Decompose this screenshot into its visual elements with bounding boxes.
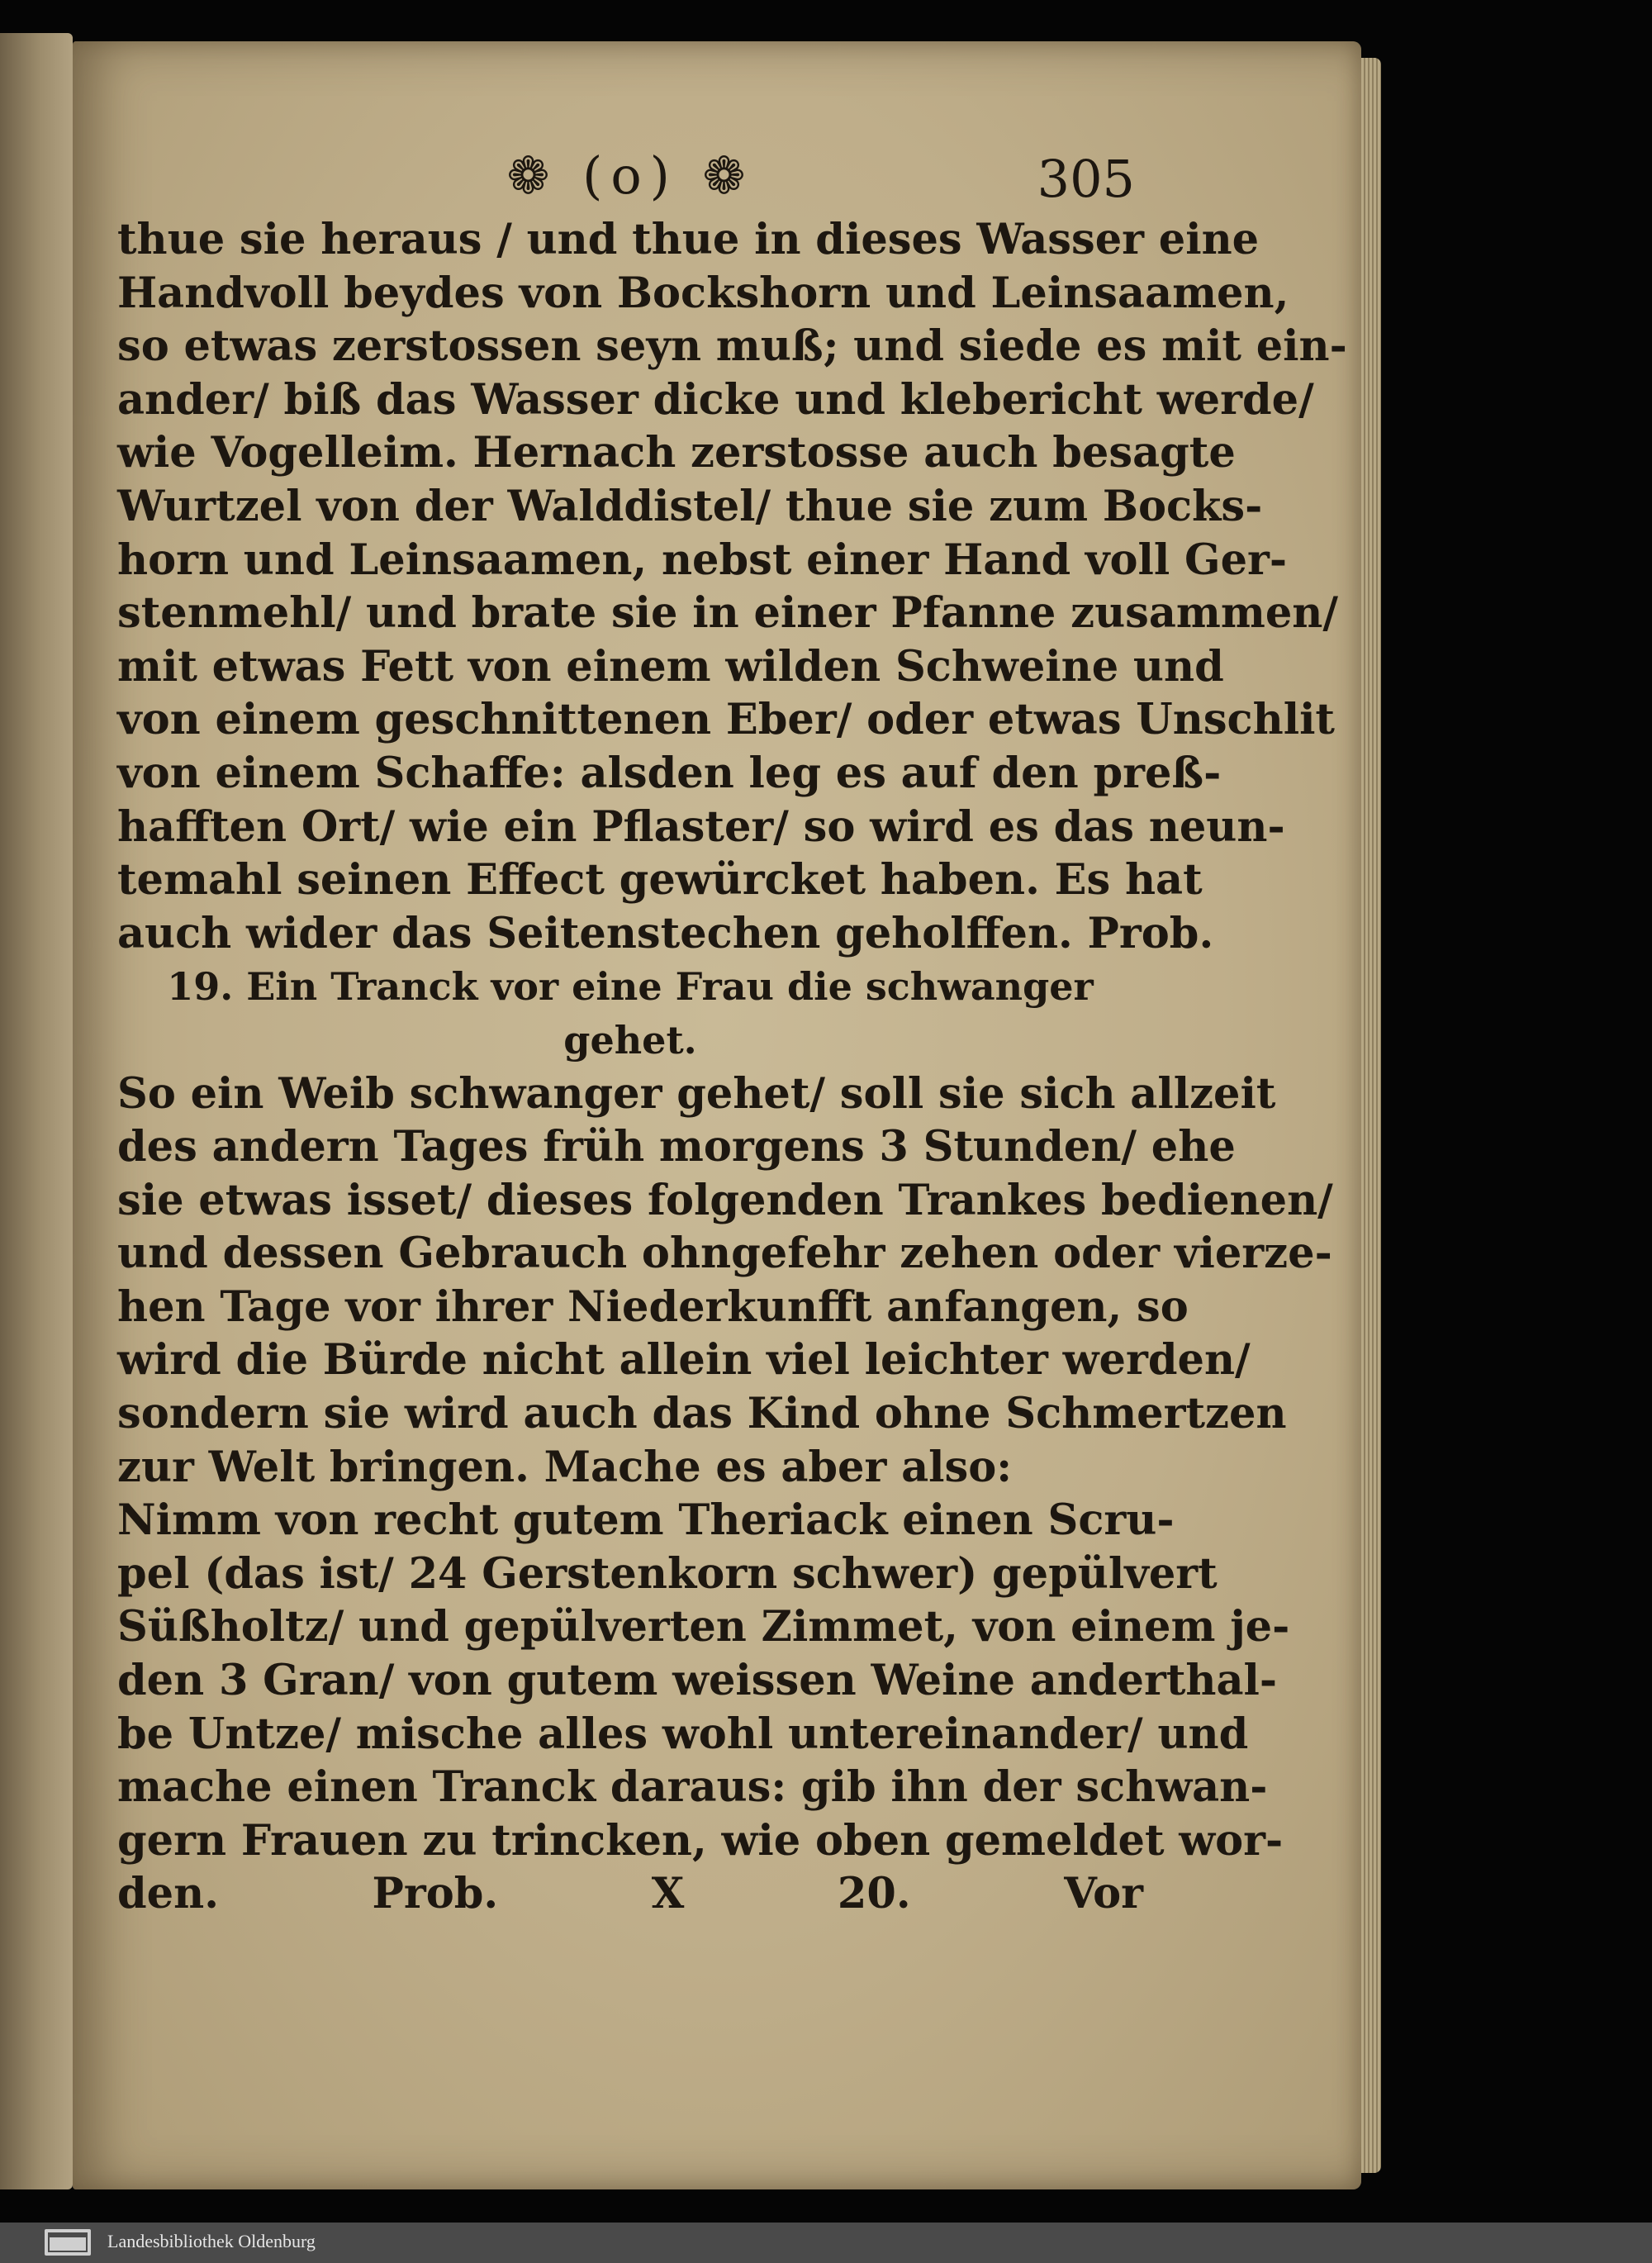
text-line: zur Welt bringen. Mache es aber also: <box>117 1442 1013 1492</box>
paragraph-recipe-19 <box>117 1067 1333 1922</box>
text-line: thue sie heraus / und thue in dieses Wasser eine <box>117 215 1260 264</box>
running-header <box>117 131 1143 213</box>
text-line: so etwas zerstossen seyn muß; und siede es mit ein- <box>117 321 1347 372</box>
section-heading-19 <box>117 960 1143 1067</box>
text-line: temahl seinen Effect gewürcket haben. Es hat <box>117 855 1203 906</box>
library-building-icon <box>45 2229 91 2256</box>
paragraph-recipe-18-end <box>117 213 1347 960</box>
page-text-block <box>117 131 1347 1921</box>
text-line: be Untze/ mische alles wohl untereinander/ und <box>117 1709 1249 1759</box>
text-line: mit etwas Fett von einem wilden Schweine und <box>117 641 1224 692</box>
text-line: wird die Bürde nicht allein viel leichter werden/ <box>117 1335 1251 1386</box>
text-line: Handvoll beydes von Bockshorn und Leinsaamen, <box>117 268 1289 318</box>
text-line: sie etwas isset/ dieses folgenden Trankes bedienen/ <box>117 1175 1333 1225</box>
left-facing-page <box>0 33 73 2189</box>
text-line: Nimm von recht gutem Theriack einen Scru- <box>117 1495 1175 1546</box>
heading-line: gehet. <box>563 1017 697 1063</box>
text-line: auch wider das Seitenstechen geholffen. Prob. <box>117 908 1214 958</box>
text-line: pel (das ist/ 24 Gerstenkorn schwer) gepülvert <box>117 1548 1218 1599</box>
header-ornament: ❁ (o) ❁ <box>506 145 754 206</box>
text-line: gern Frauen zu trincken, wie oben gemeldet wor- <box>117 1815 1284 1866</box>
text-line: stenmehl/ und brate sie in einer Pfanne zusammen/ <box>117 588 1339 639</box>
text-line: hen Tage vor ihrer Niederkunfft anfangen, so <box>117 1281 1189 1332</box>
library-name: Landesbibliothek Oldenburg <box>107 2231 316 2251</box>
text-line: Wurtzel von der Walddistel/ thue sie zum Bocks- <box>117 481 1263 531</box>
text-line: horn und Leinsaamen, nebst einer Hand voll Ger- <box>117 535 1288 585</box>
text-line: wie Vogelleim. Hernach zerstosse auch besagte <box>117 428 1236 478</box>
library-footer-bar <box>0 2223 1652 2263</box>
text-line: den 3 Gran/ von gutem weissen Weine anderthal- <box>117 1656 1278 1706</box>
text-line: von einem geschnittenen Eber/ oder etwas Unschlit <box>117 695 1335 745</box>
text-line: So ein Weib schwanger gehet/ soll sie sich allzeit <box>117 1068 1276 1119</box>
text-line: hafften Ort/ wie ein Pflaster/ so wird es das neun- <box>117 801 1285 852</box>
text-line: von einem Schaffe: alsden leg es auf den preß- <box>117 748 1222 798</box>
page-edges <box>1361 58 1381 2173</box>
catchword-line: den. Prob. X 20. Vor <box>117 1869 1143 1919</box>
text-line: ander/ biß das Wasser dicke und klebericht werde/ <box>117 374 1314 425</box>
heading-line: 19. Ein Tranck vor eine Frau die schwanger <box>167 964 1094 1010</box>
text-line: und dessen Gebrauch ohngefehr zehen oder vierze- <box>117 1229 1332 1279</box>
text-line: sondern sie wird auch das Kind ohne Schmertzen <box>117 1389 1287 1439</box>
text-line: des andern Tages früh morgens 3 Stunden/ ehe <box>117 1122 1236 1172</box>
page-number: 305 <box>1037 149 1135 209</box>
text-line: Süßholtz/ und gepülverten Zimmet, von einem je- <box>117 1602 1290 1652</box>
text-line: mache einen Tranck daraus: gib ihn der schwan- <box>117 1762 1268 1813</box>
